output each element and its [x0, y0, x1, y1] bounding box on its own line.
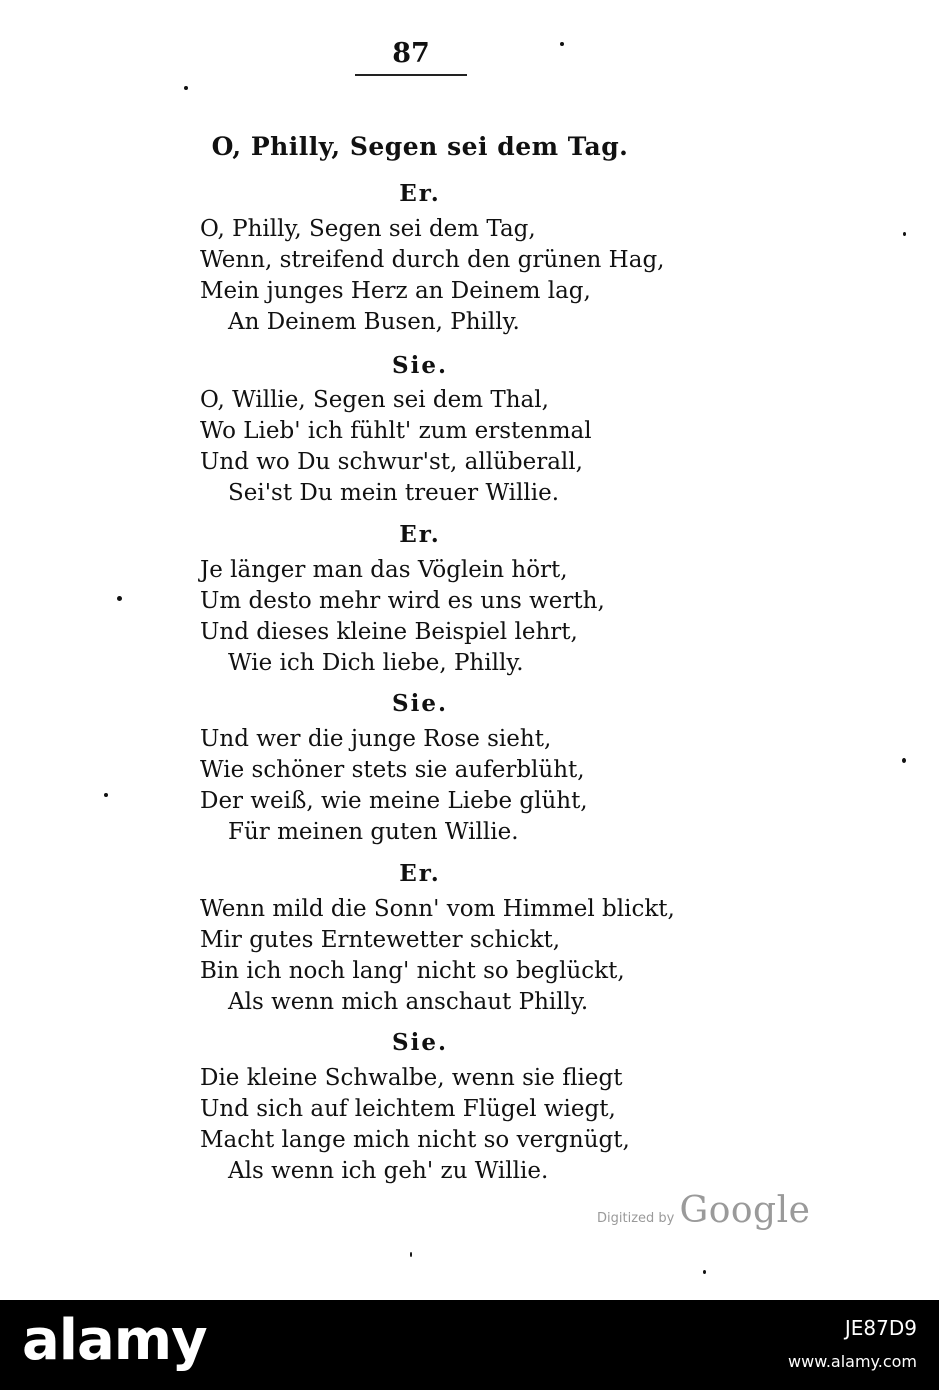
- verse-line: Um desto mehr wird es uns werth,: [200, 588, 605, 614]
- scan-speck: [903, 232, 906, 236]
- verse-line: Mein junges Herz an Deinem lag,: [200, 278, 591, 304]
- alamy-logo: alamy: [22, 1308, 207, 1373]
- verse-line: Wo Lieb' ich fühlt' zum erstenmal: [200, 418, 592, 444]
- verse-line: Wenn mild die Sonn' vom Himmel blickt,: [200, 896, 675, 922]
- watermark-prefix: Digitized by: [597, 1211, 675, 1226]
- verse-line: Als wenn mich anschaut Philly.: [228, 989, 589, 1015]
- google-digitized-watermark: [597, 1190, 810, 1231]
- verse-line: Und dieses kleine Beispiel lehrt,: [200, 619, 578, 645]
- verse-line: Wie schöner stets sie auferblüht,: [200, 757, 585, 783]
- verse-line: Je länger man das Vöglein hört,: [200, 557, 568, 583]
- verse-line: Und wer die junge Rose sieht,: [200, 726, 552, 752]
- verse-line: Als wenn ich geh' zu Willie.: [228, 1158, 549, 1184]
- stock-url: www.alamy.com: [788, 1352, 917, 1371]
- speaker-label: Sie.: [392, 352, 448, 379]
- scan-speck: [410, 1252, 412, 1257]
- watermark-brand: Google: [679, 1190, 811, 1231]
- scan-speck: [184, 86, 188, 90]
- poem-title: O, Philly, Segen sei dem Tag.: [211, 132, 629, 161]
- verse-line: Wenn, streifend durch den grünen Hag,: [200, 247, 665, 273]
- verse-line: Macht lange mich nicht so vergnügt,: [200, 1127, 630, 1153]
- stock-footer-bar: [0, 1300, 939, 1390]
- speaker-label: Er.: [399, 521, 441, 548]
- speaker-label: Er.: [399, 180, 441, 207]
- page-number-rule: [355, 74, 467, 76]
- speaker-label: Sie.: [392, 690, 448, 717]
- verse-line: Und sich auf leichtem Flügel wiegt,: [200, 1096, 616, 1122]
- verse-line: Mir gutes Erntewetter schickt,: [200, 927, 561, 953]
- verse-line: Der weiß, wie meine Liebe glüht,: [200, 788, 588, 814]
- scan-speck: [703, 1270, 706, 1274]
- verse-line: Die kleine Schwalbe, wenn sie fliegt: [200, 1065, 623, 1091]
- verse-line: O, Philly, Segen sei dem Tag,: [200, 216, 536, 242]
- scan-speck: [104, 793, 108, 797]
- verse-line: Für meinen guten Willie.: [228, 819, 519, 845]
- image-id: JE87D9: [844, 1316, 917, 1340]
- verse-line: O, Willie, Segen sei dem Thal,: [200, 387, 549, 413]
- verse-line: An Deinem Busen, Philly.: [228, 309, 520, 335]
- verse-line: Sei'st Du mein treuer Willie.: [228, 480, 560, 506]
- scan-speck: [560, 42, 564, 46]
- scan-speck: [117, 596, 122, 601]
- scan-speck: [902, 758, 906, 763]
- verse-line: Bin ich noch lang' nicht so beglückt,: [200, 958, 625, 984]
- verse-line: Wie ich Dich liebe, Philly.: [228, 650, 524, 676]
- verse-line: Und wo Du schwur'st, allüberall,: [200, 449, 583, 475]
- speaker-label: Sie.: [392, 1029, 448, 1056]
- speaker-label: Er.: [399, 860, 441, 887]
- page-number: 87: [392, 38, 430, 69]
